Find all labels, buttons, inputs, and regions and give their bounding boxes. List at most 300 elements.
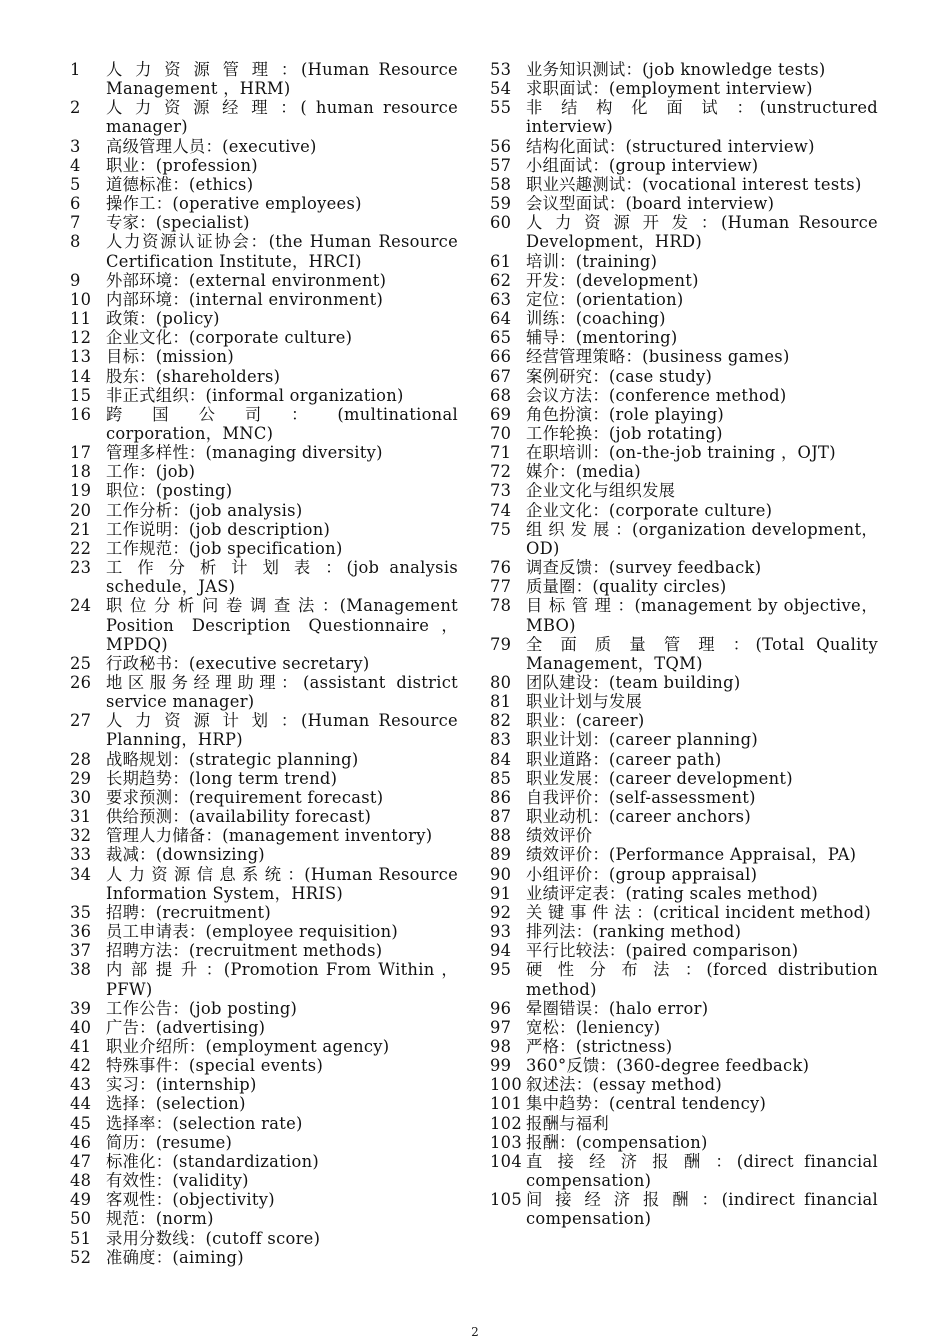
entry-number: 61 (490, 251, 512, 271)
entry-number: 54 (490, 79, 512, 99)
glossary-entry (70, 98, 458, 136)
entry-number: 52 (70, 1247, 92, 1267)
entry-term: 业务知识测试：(job knowledge tests) (526, 60, 826, 79)
glossary-entry (490, 1114, 878, 1133)
glossary-entry (490, 750, 878, 769)
entry-term: 职业兴趣测试：(vocational interest tests) (526, 174, 862, 194)
glossary-entry (490, 405, 878, 424)
entry-term: 企业文化与组织发展 (526, 481, 676, 501)
entry-term: 关 键 事 件 法 ：(critical incident method) (526, 902, 872, 922)
glossary-entry (490, 1094, 878, 1113)
entry-term: 供给预测：(availability forecast) (106, 807, 372, 827)
entry-number: 15 (70, 385, 92, 405)
entry-term: 企业文化：(corporate culture) (526, 500, 773, 520)
entry-number: 46 (70, 1132, 92, 1152)
glossary-entry (70, 826, 458, 845)
entry-term: 集中趋势：(central tendency) (526, 1094, 767, 1114)
entry-number: 96 (490, 998, 512, 1018)
entry-term: 开发：(development) (526, 270, 699, 290)
entry-term: 排列法：(ranking method) (526, 922, 742, 942)
entry-term: 员工申请表：(employee requisition) (106, 922, 399, 942)
glossary-entry (70, 1209, 458, 1228)
glossary-entry (490, 558, 878, 577)
page-number: 2 (471, 1325, 479, 1339)
entry-number: 32 (70, 826, 92, 846)
entry-term: 非 结 构 化 面 试 ：(unstructured interview) (526, 98, 878, 137)
entry-term: 实习：(internship) (106, 1075, 257, 1095)
glossary-entry (70, 750, 458, 769)
entry-number: 101 (490, 1094, 522, 1114)
entry-number: 6 (70, 194, 81, 214)
glossary-entry (490, 520, 878, 558)
entry-number: 103 (490, 1132, 522, 1152)
entry-number: 57 (490, 155, 512, 175)
entry-number: 104 (490, 1151, 522, 1171)
glossary-entry (70, 1152, 458, 1171)
entry-term: 内 部 提 升 ：(Promotion From Within ，PFW) (106, 960, 458, 999)
entry-term: 广告：(advertising) (106, 1017, 266, 1037)
entry-number: 13 (70, 347, 92, 367)
entry-number: 64 (490, 309, 512, 329)
entry-number: 17 (70, 443, 92, 463)
entry-term: 经营管理策略：(business games) (526, 347, 790, 367)
entry-term: 报酬：(compensation) (526, 1132, 708, 1152)
entry-term: 录用分数线：(cutoff score) (106, 1228, 321, 1248)
entry-term: 人 力 资 源 信 息 系 统 ：(Human Resource Information System，HRIS) (106, 864, 458, 903)
entry-term: 角色扮演：(role playing) (526, 404, 725, 424)
glossary-entry (490, 424, 878, 443)
entry-term: 长期趋势：(long term trend) (106, 768, 338, 788)
entry-number: 2 (70, 98, 81, 118)
entry-number: 93 (490, 922, 512, 942)
entry-term: 客观性：(objectivity) (106, 1190, 275, 1210)
glossary-entry (70, 156, 458, 175)
entry-number: 8 (70, 232, 81, 252)
entry-term: 目标：(mission) (106, 347, 234, 367)
glossary-entry (70, 232, 458, 270)
entry-term: 宽松：(leniency) (526, 1017, 661, 1037)
glossary-entry (490, 1190, 878, 1228)
entry-term: 晕圈错误：(halo error) (526, 998, 709, 1018)
entry-number: 36 (70, 922, 92, 942)
glossary-entry (70, 1229, 458, 1248)
entry-term: 案例研究：(case study) (526, 366, 713, 386)
glossary-entry (70, 539, 458, 558)
entry-term: 招聘：(recruitment) (106, 902, 272, 922)
entry-number: 48 (70, 1171, 92, 1191)
glossary-entry (490, 596, 878, 634)
entry-term: 工作规范：(job specification) (106, 538, 343, 558)
entry-term: 内部环境：(internal environment) (106, 289, 384, 309)
entry-number: 38 (70, 960, 92, 980)
entry-term: 会议型面试：(board interview) (526, 194, 775, 214)
glossary-entry (70, 1171, 458, 1190)
glossary-entry (490, 60, 878, 79)
entry-term: 行政秘书：(executive secretary) (106, 653, 370, 673)
glossary-entry (490, 1056, 878, 1075)
entry-number: 66 (490, 347, 512, 367)
entry-term: 小组评价：(group appraisal) (526, 864, 758, 884)
entry-number: 22 (70, 538, 92, 558)
entry-number: 59 (490, 194, 512, 214)
entry-number: 56 (490, 136, 512, 156)
glossary-entry (490, 79, 878, 98)
entry-number: 50 (70, 1209, 92, 1229)
entry-term: 道德标准：(ethics) (106, 174, 254, 194)
entry-number: 7 (70, 213, 81, 233)
entry-term: 规范：(norm) (106, 1209, 214, 1229)
entry-term: 管理人力储备：(management inventory) (106, 826, 433, 846)
entry-number: 68 (490, 385, 512, 405)
entry-number: 43 (70, 1075, 92, 1095)
entry-term: 职业计划与发展 (526, 692, 643, 712)
entry-term: 要求预测：(requirement forecast) (106, 787, 384, 807)
entry-term: 招聘方法：(recruitment methods) (106, 941, 383, 961)
entry-term: 职业计划：(career planning) (526, 730, 758, 750)
entry-term: 人 力 资 源 开 发 ：(Human Resource Development，HRD) (526, 213, 878, 252)
entry-term: 职业介绍所：(employment agency) (106, 1036, 390, 1056)
glossary-entry (490, 481, 878, 500)
glossary-entry (490, 577, 878, 596)
entry-term: 职业：(career) (526, 711, 645, 731)
entry-term: 间 接 经 济 报 酬 ：(indirect financial compensation) (526, 1190, 878, 1229)
entry-term: 定位：(orientation) (526, 289, 684, 309)
entry-term: 职位：(posting) (106, 481, 233, 501)
entry-term: 选择率：(selection rate) (106, 1113, 303, 1133)
entry-number: 16 (70, 404, 92, 424)
glossary-entry (70, 558, 458, 596)
entry-term: 标准化：(standardization) (106, 1151, 320, 1171)
glossary-entry (490, 922, 878, 941)
entry-term: 专家：(specialist) (106, 213, 250, 233)
glossary-entry (490, 635, 878, 673)
entry-number: 60 (490, 213, 512, 233)
entry-number: 30 (70, 787, 92, 807)
entry-number: 86 (490, 787, 512, 807)
entry-number: 20 (70, 500, 92, 520)
entry-number: 35 (70, 902, 92, 922)
entry-term: 管理多样性：(managing diversity) (106, 443, 383, 463)
entry-number: 3 (70, 136, 81, 156)
entry-number: 88 (490, 826, 512, 846)
glossary-entry (70, 405, 458, 443)
entry-term: 媒介：(media) (526, 462, 641, 482)
glossary-entry (490, 692, 878, 711)
glossary-entry (490, 1018, 878, 1037)
entry-number: 69 (490, 404, 512, 424)
entry-term: 质量圈：(quality circles) (526, 577, 727, 597)
entry-number: 11 (70, 309, 92, 329)
entry-term: 组 织 发 展 ：(organization development，OD) (526, 519, 878, 558)
entry-term: 360°反馈：(360-degree feedback) (526, 1056, 810, 1076)
glossary-entry (490, 386, 878, 405)
entry-term: 人力资源认证协会：(the Human Resource Certification Institute，HRCI) (106, 232, 458, 271)
entry-number: 45 (70, 1113, 92, 1133)
entry-term: 叙述法：(essay method) (526, 1075, 722, 1095)
glossary-entry (70, 1248, 458, 1267)
entry-term: 业绩评定表：(rating scales method) (526, 883, 818, 903)
glossary-entry (490, 1075, 878, 1094)
entry-term: 操作工：(operative employees) (106, 194, 362, 214)
glossary-entry (490, 1037, 878, 1056)
entry-number: 102 (490, 1113, 522, 1133)
entry-number: 95 (490, 960, 512, 980)
entry-term: 选择：(selection) (106, 1094, 246, 1114)
entry-number: 24 (70, 596, 92, 616)
glossary-entry (490, 960, 878, 998)
glossary-entry (490, 290, 878, 309)
entry-term: 工作：(job) (106, 462, 196, 482)
glossary-entry (490, 673, 878, 692)
entry-number: 74 (490, 500, 512, 520)
entry-term: 结构化面试：(structured interview) (526, 136, 815, 156)
glossary-entry (70, 175, 458, 194)
entry-number: 41 (70, 1036, 92, 1056)
glossary-entry (490, 175, 878, 194)
entry-number: 25 (70, 653, 92, 673)
entry-number: 79 (490, 634, 512, 654)
entry-term: 在职培训：(on-the-job training ，OJT) (526, 443, 836, 463)
glossary-entry (490, 941, 878, 960)
entry-number: 55 (490, 98, 512, 118)
entry-number: 33 (70, 845, 92, 865)
entry-term: 简历：(resume) (106, 1132, 233, 1152)
entry-number: 40 (70, 1017, 92, 1037)
entry-number: 5 (70, 174, 81, 194)
entry-term: 全 面 质 量 管 理 ：(Total Quality Management，TQM) (526, 634, 878, 673)
glossary-entry (70, 903, 458, 922)
glossary-entry (490, 826, 878, 845)
glossary-entry (70, 596, 458, 653)
entry-term: 裁减：(downsizing) (106, 845, 265, 865)
glossary-entry (70, 443, 458, 462)
glossary-entry (490, 1152, 878, 1190)
glossary-entry (70, 520, 458, 539)
entry-term: 职业动机：(career anchors) (526, 807, 751, 827)
glossary-entry (490, 865, 878, 884)
entry-number: 21 (70, 519, 92, 539)
glossary-entry (70, 1114, 458, 1133)
entry-term: 绩效评价 (526, 826, 593, 846)
glossary-entry (490, 252, 878, 271)
entry-term: 准确度：(aiming) (106, 1247, 244, 1267)
entry-term: 培训：(training) (526, 251, 658, 271)
entry-number: 78 (490, 596, 512, 616)
glossary-entry (490, 903, 878, 922)
entry-number: 19 (70, 481, 92, 501)
entry-term: 政策：(policy) (106, 309, 220, 329)
entry-number: 28 (70, 749, 92, 769)
glossary-entry (70, 271, 458, 290)
glossary-entry (70, 1056, 458, 1075)
entry-number: 76 (490, 558, 512, 578)
glossary-entry (70, 462, 458, 481)
entry-term: 绩效评价：(Performance Appraisal，PA) (526, 845, 857, 865)
entry-number: 85 (490, 768, 512, 788)
glossary-entry (490, 884, 878, 903)
glossary-entry (70, 194, 458, 213)
entry-term: 有效性：(validity) (106, 1171, 249, 1191)
entry-number: 42 (70, 1056, 92, 1076)
entry-term: 职业道路：(career path) (526, 749, 722, 769)
entry-number: 9 (70, 270, 81, 290)
glossary-entry (70, 1133, 458, 1152)
entry-term: 工 作 分 析 计 划 表 ：(job analysis schedule，JAS) (106, 558, 458, 597)
entry-number: 99 (490, 1056, 512, 1076)
entry-number: 18 (70, 462, 92, 482)
entry-term: 工作分析：(job analysis) (106, 500, 303, 520)
glossary-entry (490, 462, 878, 481)
entry-number: 89 (490, 845, 512, 865)
entry-term: 求职面试：(employment interview) (526, 79, 813, 99)
glossary-entry (70, 960, 458, 998)
entry-number: 67 (490, 366, 512, 386)
entry-number: 53 (490, 60, 512, 79)
entry-term: 直 接 经 济 报 酬 ：(direct financial compensation) (526, 1151, 878, 1191)
glossary-entry (70, 654, 458, 673)
glossary-entry (490, 137, 878, 156)
entry-number: 98 (490, 1036, 512, 1056)
entry-number: 83 (490, 730, 512, 750)
entry-number: 10 (70, 289, 92, 309)
glossary-entry (70, 845, 458, 864)
entry-number: 81 (490, 692, 512, 712)
entry-number: 39 (70, 998, 92, 1018)
entry-number: 44 (70, 1094, 92, 1114)
glossary-entry (490, 807, 878, 826)
entry-term: 小组面试：(group interview) (526, 155, 759, 175)
entry-number: 75 (490, 519, 512, 539)
glossary-entry (70, 481, 458, 500)
entry-number: 23 (70, 558, 92, 578)
entry-term: 人 力 资 源 经 理 ：( human resource manager) (106, 98, 458, 137)
glossary-entry (70, 1075, 458, 1094)
glossary-entry (70, 807, 458, 826)
entry-term: 企业文化：(corporate culture) (106, 328, 353, 348)
glossary-entry (70, 673, 458, 711)
entry-number: 70 (490, 423, 512, 443)
glossary-entry (490, 501, 878, 520)
entry-number: 87 (490, 807, 512, 827)
glossary-entry (70, 347, 458, 366)
entry-number: 4 (70, 155, 81, 175)
entry-number: 26 (70, 673, 92, 692)
entry-number: 82 (490, 711, 512, 731)
glossary-entry (70, 1094, 458, 1113)
glossary-entry (490, 98, 878, 136)
entry-number: 1 (70, 60, 81, 79)
entry-number: 47 (70, 1151, 92, 1171)
entry-number: 94 (490, 941, 512, 961)
entry-term: 硬 性 分 布 法 ：(forced distribution method) (526, 960, 878, 999)
glossary-entry (490, 309, 878, 328)
glossary-entry (490, 788, 878, 807)
glossary-entry (70, 769, 458, 788)
entry-term: 工作说明：(job description) (106, 519, 331, 539)
entry-term: 严格：(strictness) (526, 1036, 673, 1056)
glossary-entry (490, 213, 878, 251)
glossary-entry (490, 156, 878, 175)
entry-number: 65 (490, 328, 512, 348)
entry-term: 报酬与福利 (526, 1113, 609, 1133)
entry-number: 97 (490, 1017, 512, 1037)
glossary-entry (490, 271, 878, 290)
entry-number: 62 (490, 270, 512, 290)
entry-term: 职业发展：(career development) (526, 768, 793, 788)
entry-number: 29 (70, 768, 92, 788)
entry-term: 会议方法：(conference method) (526, 385, 787, 405)
entry-number: 105 (490, 1190, 522, 1210)
glossary-entry (490, 1133, 878, 1152)
entry-term: 调查反馈：(survey feedback) (526, 558, 762, 578)
entry-number: 51 (70, 1228, 92, 1248)
entry-number: 92 (490, 902, 512, 922)
entry-term: 自我评价：(self-assessment) (526, 787, 756, 807)
entry-number: 37 (70, 941, 92, 961)
glossary-entry (490, 711, 878, 730)
entry-term: 跨 国 公 司 ： (multinational corporation，MNC) (106, 404, 458, 443)
entry-number: 77 (490, 577, 512, 597)
glossary-entry (490, 999, 878, 1018)
glossary-entry (490, 443, 878, 462)
glossary-entry (490, 730, 878, 749)
glossary-entry (70, 501, 458, 520)
entry-term: 辅导：(mentoring) (526, 328, 678, 348)
glossary-entry (70, 1018, 458, 1037)
entry-number: 14 (70, 366, 92, 386)
entry-number: 27 (70, 711, 92, 731)
glossary-entry (70, 213, 458, 232)
glossary-entry (490, 328, 878, 347)
entry-term: 人 力 资 源 管 理 ：(Human Resource Management ，HRM) (106, 60, 458, 99)
glossary-entry (70, 941, 458, 960)
entry-number: 100 (490, 1075, 522, 1095)
entry-number: 31 (70, 807, 92, 827)
entry-term: 工作轮换：(job rotating) (526, 423, 723, 443)
entry-number: 80 (490, 673, 512, 692)
glossary-entry (490, 194, 878, 213)
entry-number: 84 (490, 749, 512, 769)
entry-number: 63 (490, 289, 512, 309)
entry-term: 训练：(coaching) (526, 309, 666, 329)
glossary-entry (70, 922, 458, 941)
entry-term: 职 位 分 析 问 卷 调 查 法 ：(Management Position Description Questionnaire，MPDQ) (106, 596, 458, 654)
entry-term: 股东：(shareholders) (106, 366, 281, 386)
entry-number: 90 (490, 864, 512, 884)
glossary-entry (70, 367, 458, 386)
glossary-entry (70, 711, 458, 749)
entry-term: 战略规划：(strategic planning) (106, 749, 359, 769)
glossary-entry (70, 290, 458, 309)
entry-number: 72 (490, 462, 512, 482)
entry-term: 非正式组织：(informal organization) (106, 385, 404, 405)
glossary-entry (70, 328, 458, 347)
entry-number: 58 (490, 174, 512, 194)
glossary-column-left (70, 60, 458, 1267)
entry-term: 人 力 资 源 计 划 ：(Human Resource Planning，HRP) (106, 711, 458, 750)
glossary-entry (490, 769, 878, 788)
glossary-entry (70, 1037, 458, 1056)
entry-number: 71 (490, 443, 512, 463)
entry-term: 工作公告：(job posting) (106, 998, 298, 1018)
entry-term: 高级管理人员：(executive) (106, 136, 317, 156)
entry-term: 外部环境：(external environment) (106, 270, 387, 290)
glossary-entry (70, 999, 458, 1018)
entry-number: 73 (490, 481, 512, 501)
glossary-entry (70, 1190, 458, 1209)
glossary-entry (490, 347, 878, 366)
entry-number: 34 (70, 864, 92, 884)
